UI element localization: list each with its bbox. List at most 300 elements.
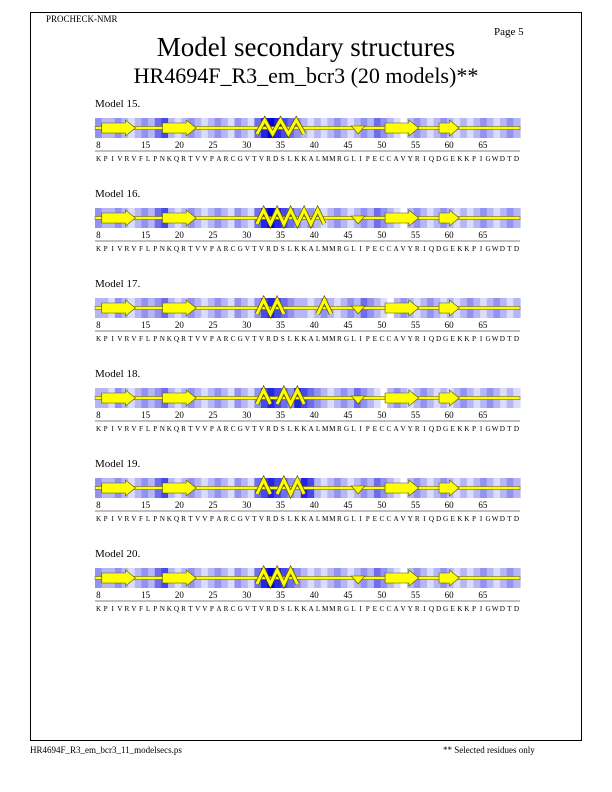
residue-letter: W [491,335,499,343]
residue-tick-label: 30 [242,410,252,420]
residue-letter: M [322,515,329,523]
residue-letter: E [372,245,377,253]
residue-letter: F [139,245,144,253]
residue-letter: P [103,515,108,523]
residue-letter: G [485,245,491,253]
residue-letter: K [464,245,470,253]
residue-letter: P [153,245,158,253]
residue-letter: K [301,425,307,433]
residue-letter: D [513,605,520,613]
residue-letter: V [131,605,137,613]
residue-letter: C [230,605,236,613]
residue-tick-label: 45 [343,410,353,420]
residue-letter: L [315,425,321,433]
residue-letter: I [111,245,114,253]
model-track [95,386,525,442]
residue-letter: R [223,515,229,523]
residue-letter: I [359,335,362,343]
residue-letter: V [131,155,137,163]
residue-letter: R [223,245,229,253]
residue-tick-label: 30 [242,500,252,510]
residue-letter: S [280,425,285,433]
residue-tick-label: 25 [208,230,218,240]
residue-letter: M [322,605,329,613]
residue-tick-label: 25 [208,410,218,420]
residue-letter: E [372,155,377,163]
residue-letter: C [379,155,385,163]
residue-letter: I [359,605,362,613]
residue-letter: P [471,605,476,613]
residue-letter: P [209,515,214,523]
residue-letter: V [117,245,123,253]
residue-tick-label: 35 [276,230,286,240]
residue-letter: D [499,605,505,613]
residue-letter: K [294,335,300,343]
residue-letter: G [443,605,449,613]
residue-tick-label: 8 [96,590,101,600]
residue-letter: C [386,245,392,253]
residue-letter: R [414,425,420,433]
residue-letter: V [195,515,201,523]
residue-letter: G [237,155,243,163]
residue-tick-label: 40 [309,500,319,510]
residue-tick-label: 30 [242,590,252,600]
residue-letter: K [294,425,300,433]
residue-letter: D [435,155,442,163]
residue-letter: V [400,155,406,163]
residue-letter: T [507,425,512,433]
residue-letter: L [351,425,356,433]
residue-tick-label: 55 [410,230,420,240]
residue-letter: Q [173,155,180,163]
residue-letter: M [329,335,336,343]
residue-letter: P [103,245,108,253]
residue-letter: V [195,425,201,433]
residue-letter: S [280,155,285,163]
residue-letter: K [457,335,463,343]
residue-letter: R [414,245,420,253]
residue-letter: C [386,335,392,343]
residue-letter: N [159,425,165,433]
residue-tick-label: 55 [410,140,420,150]
residue-letter: P [471,155,476,163]
residue-letter: L [287,245,292,253]
residue-letter: R [181,335,186,343]
residue-tick-label: 35 [276,590,286,600]
residue-letter: A [393,515,399,523]
residue-letter: D [273,245,279,253]
residue-letter: R [124,155,130,163]
residue-letter: V [117,425,123,433]
residue-letter: V [202,335,208,343]
residue-letter: I [111,605,114,613]
residue-letter: G [237,245,243,253]
residue-letter: R [266,605,271,613]
residue-letter: T [252,605,257,613]
residue-letter: Y [407,605,413,613]
residue-letter: P [365,245,370,253]
residue-letter: E [372,425,377,433]
residue-letter: N [159,605,165,613]
residue-letter: I [359,245,362,253]
residue-letter: T [188,605,193,613]
residue-letter: I [423,335,426,343]
residue-letter: M [322,425,329,433]
residue-letter: I [423,605,426,613]
residue-letter: V [195,335,201,343]
residue-letter: C [230,335,236,343]
residue-letter: T [252,515,257,523]
residue-tick-label: 40 [309,590,319,600]
residue-letter: V [400,245,406,253]
residue-letter: G [237,605,243,613]
residue-tick-label: 8 [96,320,101,330]
residue-letter: D [513,245,520,253]
residue-letter: I [423,425,426,433]
residue-letter: V [202,425,208,433]
residue-letter: P [209,245,214,253]
residue-letter: I [479,155,483,163]
residue-letter: L [145,155,151,163]
residue-letter: Q [173,605,180,613]
residue-tick-label: 25 [208,320,218,330]
residue-letter: P [471,245,476,253]
residue-letter: K [95,515,102,523]
residue-letter: A [393,155,399,163]
residue-letter: T [188,515,193,523]
residue-letter: M [322,245,329,253]
residue-letter: I [359,155,362,163]
footer-note: ** Selected residues only [443,745,535,755]
residue-letter: L [315,155,321,163]
residue-letter: D [435,245,442,253]
residue-letter: D [273,425,279,433]
residue-letter: Q [428,425,435,433]
residue-letter: L [145,335,151,343]
residue-letter: C [379,245,385,253]
residue-letter: D [435,425,442,433]
residue-letter: K [464,515,470,523]
residue-letter: E [450,245,455,253]
residue-letter: R [124,425,130,433]
residue-letter: S [280,605,285,613]
residue-letter: K [95,335,102,343]
residue-letter: P [153,335,158,343]
residue-letter: V [244,515,250,523]
residue-letter: R [124,605,130,613]
residue-letter: V [131,515,137,523]
residue-letter: V [400,515,406,523]
model-label: Model 18. [95,368,141,380]
residue-tick-label: 50 [377,320,387,330]
residue-letter: V [258,515,265,523]
residue-letter: R [414,335,420,343]
residue-letter: R [181,425,186,433]
residue-letter: Y [407,155,413,163]
residue-tick-label: 30 [242,230,252,240]
residue-letter: V [258,425,265,433]
residue-letter: K [301,245,307,253]
residue-letter: G [443,425,449,433]
residue-tick-label: 50 [377,410,387,420]
residue-tick-label: 55 [410,590,420,600]
residue-letter: R [336,155,342,163]
residue-letter: L [351,515,356,523]
residue-letter: L [145,425,151,433]
residue-letter: V [258,155,265,163]
residue-letter: P [209,425,214,433]
residue-tick-label: 25 [208,500,218,510]
residue-letter: V [244,245,250,253]
residue-letter: W [491,605,499,613]
residue-letter: G [443,155,449,163]
residue-letter: L [351,155,356,163]
residue-letter: P [153,605,158,613]
residue-letter: I [359,425,362,433]
residue-letter: R [336,605,342,613]
residue-letter: K [95,425,102,433]
residue-letter: L [315,605,321,613]
residue-letter: R [336,335,342,343]
residue-letter: S [280,335,285,343]
residue-letter: G [343,245,350,253]
residue-letter: R [124,335,130,343]
residue-tick-label: 15 [141,500,151,510]
residue-tick-label: 35 [276,140,286,150]
residue-tick-label: 35 [276,500,286,510]
residue-letter: R [266,515,271,523]
residue-letter: L [315,245,321,253]
residue-letter: Y [407,335,413,343]
residue-tick-label: 60 [444,230,454,240]
residue-letter: Q [173,245,180,253]
residue-letter: S [280,515,285,523]
residue-letter: E [372,605,377,613]
residue-letter: V [117,155,123,163]
residue-letter: D [273,335,279,343]
residue-letter: I [111,335,114,343]
residue-letter: L [315,515,321,523]
residue-letter: E [372,335,377,343]
residue-letter: A [393,335,399,343]
residue-letter: L [351,245,356,253]
residue-tick-label: 15 [141,590,151,600]
residue-letter: V [202,245,208,253]
residue-letter: N [159,245,165,253]
residue-letter: R [223,425,229,433]
residue-tick-label: 45 [343,500,353,510]
residue-letter: C [379,605,385,613]
residue-letter: T [252,425,257,433]
model-label: Model 20. [95,548,141,560]
page-subtitle: HR4694F_R3_em_bcr3 (20 models)** [133,63,479,88]
residue-letter: V [195,605,201,613]
residue-letter: P [471,335,476,343]
residue-letter: A [216,425,222,433]
residue-letter: E [372,515,377,523]
residue-letter: R [266,335,271,343]
residue-letter: C [379,335,385,343]
residue-letter: P [209,155,214,163]
residue-letter: T [252,155,257,163]
residue-tick-label: 55 [410,500,420,510]
residue-letter: A [216,605,222,613]
residue-letter: A [216,515,222,523]
residue-letter: R [266,425,271,433]
residue-letter: P [103,425,108,433]
residue-letter: L [287,155,292,163]
residue-letter: P [471,515,476,523]
residue-tick-label: 55 [410,410,420,420]
residue-letter: D [273,605,279,613]
residue-letter: G [443,335,449,343]
residue-letter: K [95,155,102,163]
residue-tick-label: 60 [444,140,454,150]
residue-letter: V [400,425,406,433]
residue-letter: V [117,605,123,613]
model-track [95,476,525,532]
residue-letter: R [336,425,342,433]
residue-letter: G [443,515,449,523]
residue-letter: L [287,515,292,523]
residue-letter: I [111,515,114,523]
residue-letter: I [479,245,483,253]
residue-tick-label: 8 [96,410,101,420]
model-track [95,296,525,352]
residue-letter: K [166,605,172,613]
residue-letter: Q [173,515,180,523]
residue-letter: E [450,155,455,163]
model-track [95,116,525,172]
residue-tick-label: 15 [141,410,151,420]
residue-letter: D [513,515,520,523]
residue-letter: T [188,425,193,433]
residue-letter: C [230,155,236,163]
residue-tick-label: 25 [208,590,218,600]
residue-letter: E [450,515,455,523]
residue-letter: T [188,245,193,253]
residue-letter: D [499,335,505,343]
residue-letter: G [343,335,350,343]
residue-letter: G [343,515,350,523]
residue-letter: W [491,155,499,163]
residue-letter: P [209,605,214,613]
residue-letter: V [258,335,265,343]
residue-tick-label: 65 [478,590,488,600]
residue-tick-label: 15 [141,320,151,330]
residue-letter: G [485,155,491,163]
residue-tick-label: 20 [174,500,184,510]
residue-letter: A [393,425,399,433]
residue-letter: A [216,335,222,343]
residue-letter: V [258,245,265,253]
residue-letter: C [230,245,236,253]
residue-letter: D [435,605,442,613]
residue-tick-label: 45 [343,140,353,150]
residue-letter: A [393,605,399,613]
residue-letter: P [153,425,158,433]
residue-letter: D [435,515,442,523]
residue-letter: V [244,335,250,343]
residue-letter: R [223,605,229,613]
residue-letter: C [386,515,392,523]
residue-letter: Y [407,425,413,433]
residue-tick-label: 8 [96,140,101,150]
residue-letter: Q [173,335,180,343]
residue-letter: R [414,515,420,523]
residue-letter: K [294,515,300,523]
residue-letter: W [491,245,499,253]
residue-tick-label: 55 [410,320,420,330]
residue-letter: G [485,425,491,433]
residue-letter: V [131,245,137,253]
residue-letter: C [379,515,385,523]
residue-tick-label: 15 [141,230,151,240]
residue-letter: K [95,605,102,613]
residue-tick-label: 50 [377,140,387,150]
residue-letter: T [507,605,512,613]
residue-letter: A [308,335,314,343]
residue-tick-label: 65 [478,410,488,420]
page-title: Model secondary structures [156,32,456,62]
residue-tick-label: 60 [444,500,454,510]
residue-letter: R [181,515,186,523]
residue-tick-label: 20 [174,410,184,420]
residue-tick-label: 65 [478,230,488,240]
residue-letter: V [258,605,265,613]
residue-letter: D [499,425,505,433]
residue-letter: P [365,425,370,433]
residue-letter: V [195,245,201,253]
residue-letter: A [308,245,314,253]
residue-letter: I [359,515,362,523]
residue-letter: Q [428,245,435,253]
residue-letter: R [181,245,186,253]
page-number: Page 5 [494,26,524,38]
residue-letter: Q [428,335,435,343]
residue-letter: Q [173,425,180,433]
residue-tick-label: 20 [174,320,184,330]
residue-letter: E [450,605,455,613]
residue-letter: I [423,155,426,163]
residue-letter: A [393,245,399,253]
residue-letter: K [301,605,307,613]
residue-letter: M [329,425,336,433]
residue-tick-label: 60 [444,320,454,330]
residue-tick-label: 40 [309,320,319,330]
residue-letter: K [166,335,172,343]
residue-tick-label: 65 [478,140,488,150]
residue-letter: K [464,425,470,433]
residue-tick-label: 25 [208,140,218,150]
residue-letter: A [308,515,314,523]
residue-tick-label: 30 [242,320,252,330]
residue-letter: R [124,245,130,253]
residue-letter: T [507,515,512,523]
residue-letter: K [464,335,470,343]
residue-letter: K [457,605,463,613]
residue-letter: T [507,245,512,253]
residue-letter: K [166,425,172,433]
residue-letter: K [301,335,307,343]
residue-letter: G [237,335,243,343]
residue-letter: R [266,155,271,163]
residue-letter: L [315,335,321,343]
residue-tick-label: 40 [309,410,319,420]
residue-letter: I [111,155,114,163]
residue-letter: I [423,515,426,523]
residue-letter: T [507,155,512,163]
